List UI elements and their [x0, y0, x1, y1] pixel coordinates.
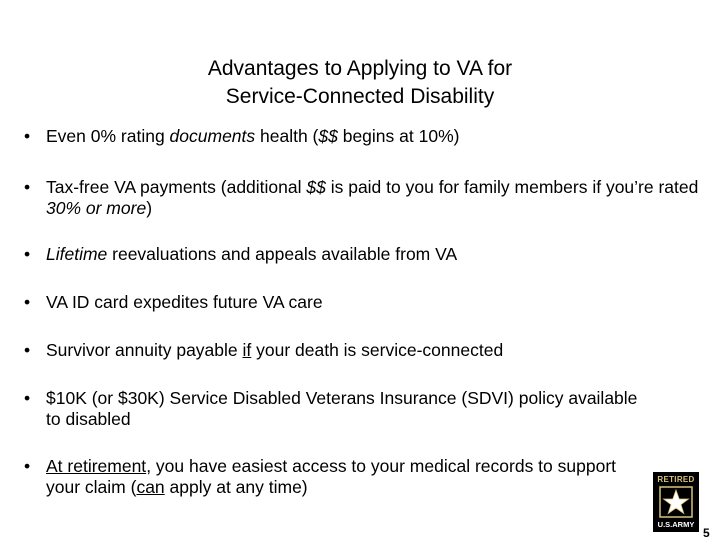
bullet-text: , you have easiest access to your medical records to support your claim (	[46, 456, 617, 497]
page-number: 5	[703, 526, 710, 540]
bullet-icon: •	[24, 340, 31, 360]
bullet-item	[24, 388, 646, 430]
bullet-icon: •	[24, 244, 31, 264]
underlined-text: if	[242, 340, 252, 360]
bullet-item	[24, 244, 706, 265]
emphasis-text: $$	[318, 126, 338, 146]
slide-title-line-2: Service-Connected Disability	[225, 85, 495, 108]
bullet-text: VA ID card expedites future VA care	[46, 292, 323, 312]
bullet-icon: •	[24, 126, 31, 146]
bullet-item	[24, 340, 706, 361]
bullet-text: $10K (or $30K) Service Disabled Veterans Insurance (SDVI) policy available to disabled	[46, 388, 638, 429]
bullet-text: is paid to you for family members if you’re rated	[325, 177, 699, 197]
bullet-text: apply at any time)	[164, 477, 308, 497]
bullet-text: Survivor annuity payable	[46, 340, 243, 360]
bullet-icon: •	[24, 388, 31, 408]
emphasis-text: documents	[169, 126, 256, 146]
emphasis-text: Lifetime	[46, 244, 108, 264]
bullet-text: health (	[255, 126, 319, 146]
bullet-item	[24, 177, 706, 219]
bullet-text: begins at 10%)	[337, 126, 460, 146]
bullet-text: reevaluations and appeals available from VA	[107, 244, 458, 264]
bullet-item	[24, 456, 636, 498]
logo-bottom-text: U.S.ARMY	[657, 520, 695, 529]
bullet-item	[24, 292, 706, 313]
logo-top-text: RETIRED	[657, 475, 695, 484]
bullet-text: your death is service-connected	[251, 340, 504, 360]
slide-title	[0, 55, 720, 111]
emphasis-text: 30% or more	[46, 198, 147, 218]
bullet-icon: •	[24, 456, 31, 476]
army-star-icon	[659, 486, 693, 518]
bullet-icon: •	[24, 292, 31, 312]
bullet-text: Tax-free VA payments (additional	[46, 177, 307, 197]
slide-title-line-1: Advantages to Applying to VA for	[207, 57, 513, 80]
us-army-retired-logo	[653, 472, 699, 532]
underlined-text: can	[136, 477, 165, 497]
bullet-icon: •	[24, 177, 31, 197]
bullet-item	[24, 126, 706, 147]
emphasis-text: $$	[306, 177, 326, 197]
bullet-text: )	[146, 198, 153, 218]
underlined-text: At retirement	[46, 456, 147, 476]
bullet-text: Even 0% rating	[46, 126, 170, 146]
